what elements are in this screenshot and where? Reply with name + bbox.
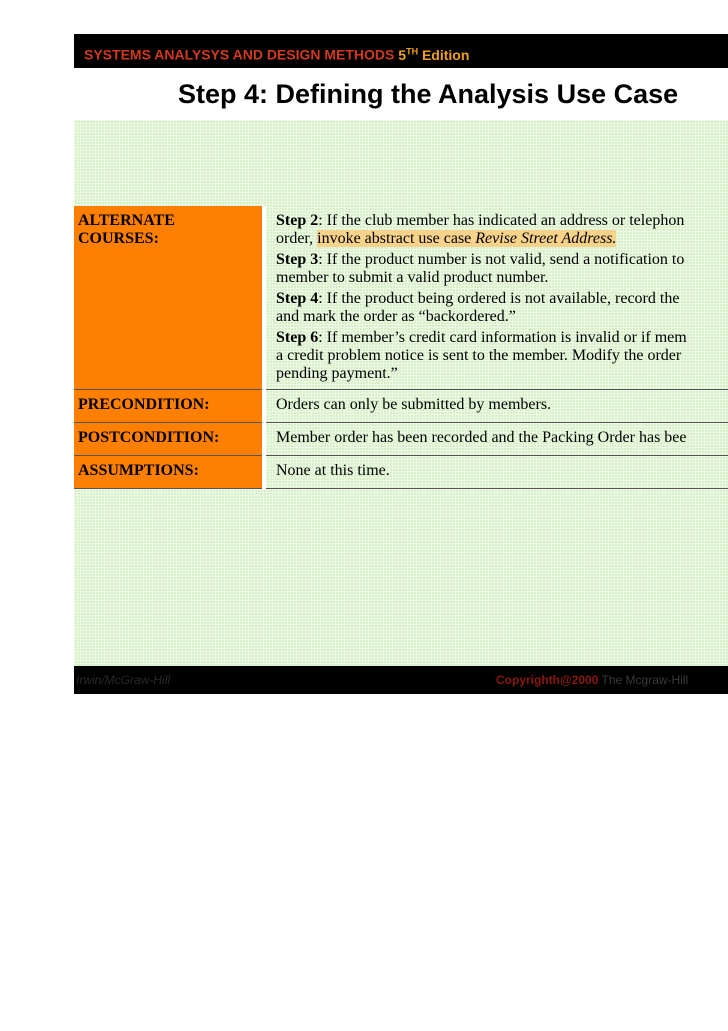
- revise-street-address-link: Revise Street Address.: [475, 230, 617, 247]
- precondition-label: PRECONDITION:: [74, 390, 264, 423]
- table-row-assumptions: [74, 456, 728, 489]
- slide: [74, 34, 728, 694]
- postcondition-label: POSTCONDITION:: [74, 423, 264, 456]
- table-row-alternate-courses: [74, 206, 728, 390]
- alternate-courses-label: ALTERNATE COURSES:: [74, 206, 264, 390]
- alt-step-2: Step 2: If the club member has indicated an address or telephon order, invoke abstract use case Revise Street Address.: [276, 212, 685, 247]
- title-bar: [74, 68, 728, 120]
- use-case-table: [74, 206, 728, 489]
- copyright-notice: Copyrighth@2000 The Mcgraw-Hill: [496, 673, 689, 687]
- alt-step-4: Step 4: If the product being ordered is not available, record the and mark the order as “backordered.”: [276, 290, 680, 325]
- alt-step-3: Step 3: If the product number is not valid, send a notification to member to submit a valid product number.: [276, 251, 685, 286]
- precondition-value: Orders can only be submitted by members.: [264, 390, 728, 423]
- publisher-name: Irwin/McGraw-Hill: [76, 673, 170, 687]
- footer-bar: [74, 666, 728, 694]
- assumptions-value: None at this time.: [264, 456, 728, 489]
- table-row-precondition: [74, 390, 728, 423]
- alternate-courses-value: [264, 206, 728, 390]
- table-row-postcondition: [74, 423, 728, 456]
- header-bar: [74, 34, 728, 68]
- book-title: SYSTEMS ANALYSYS AND DESIGN METHODS 5TH Edition: [84, 46, 470, 63]
- postcondition-value: Member order has been recorded and the Packing Order has bee: [264, 423, 728, 456]
- slide-title: Step 4: Defining the Analysis Use Case: [178, 79, 679, 109]
- assumptions-label: ASSUMPTIONS:: [74, 456, 264, 489]
- alt-step-6: Step 6: If member’s credit card information is invalid or if mem a credit problem notice is sent to the member. Modify the order pending payment.”: [276, 329, 687, 382]
